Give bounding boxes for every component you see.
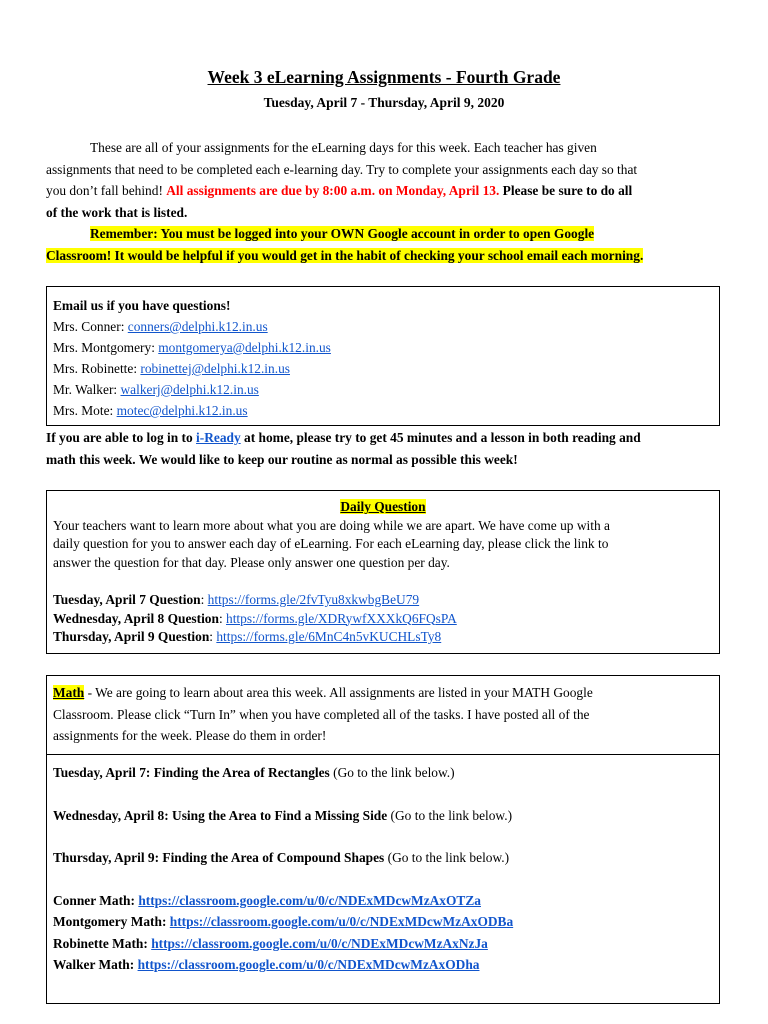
intro-line: assignments that need to be completed each e-learning day. Try to complete your assignments each day so that bbox=[46, 161, 638, 177]
daily-question-box bbox=[46, 490, 720, 654]
contact-item bbox=[53, 358, 713, 379]
contact-item bbox=[53, 337, 713, 358]
contact-item bbox=[53, 400, 713, 421]
contact-email-link[interactable]: conners@delphi.k12.in.us bbox=[127, 319, 268, 334]
contact-email-link[interactable]: montgomerya@delphi.k12.in.us bbox=[158, 340, 331, 355]
question-label: Thursday, April 9 Question bbox=[53, 629, 210, 644]
math-label: Math bbox=[53, 685, 85, 700]
question-link[interactable]: https://forms.gle/2fvTyu8xkwbgBeU79 bbox=[207, 592, 420, 607]
math-classroom-link[interactable]: https://classroom.google.com/u/0/c/NDExMDcwMzAxODha bbox=[137, 957, 480, 972]
contact-item bbox=[53, 379, 713, 400]
math-text: Classroom. Please click “Turn In” when you have completed all of the tasks. I have posted all of the bbox=[53, 706, 590, 722]
math-day-title: Thursday, April 9: Finding the Area of Compound Shapes bbox=[53, 850, 385, 865]
math-link-item bbox=[53, 890, 713, 912]
math-day-note: (Go to the link below.) bbox=[387, 807, 513, 823]
math-day-note: (Go to the link below.) bbox=[329, 765, 455, 780]
contact-email-link[interactable]: walkerj@delphi.k12.in.us bbox=[120, 382, 259, 397]
daily-question-text: daily question for you to answer each day of eLearning. For each eLearning day, please click the link to bbox=[53, 536, 609, 551]
iready-notice bbox=[46, 427, 736, 470]
iready-link[interactable]: i-Ready bbox=[196, 430, 241, 445]
question-item: Wednesday, April 8 Question: https://forms.gle/XDRywfXXXkQ6FQsPA bbox=[53, 610, 457, 626]
question-item: Thursday, April 9 Question: https://forms.gle/6MnC4n5vKUCHLsTy8 bbox=[53, 629, 442, 644]
math-day-note: (Go to the link below.) bbox=[384, 850, 510, 865]
contact-name: Mr. Walker: bbox=[53, 382, 121, 397]
daily-question-text: answer the question for that day. Please only answer one question per day. bbox=[53, 554, 450, 570]
contact-email-link[interactable]: motec@delphi.k12.in.us bbox=[116, 403, 248, 418]
intro-line: of the work that is listed. bbox=[46, 204, 188, 220]
contacts-heading: Email us if you have questions! bbox=[53, 298, 231, 313]
math-link-label: Montgomery Math: bbox=[53, 914, 170, 929]
math-link-item bbox=[53, 911, 713, 933]
question-label: Wednesday, April 8 Question bbox=[53, 610, 219, 626]
math-day-title: Tuesday, April 7: Finding the Area of Rectangles bbox=[53, 765, 330, 780]
intro-paragraph bbox=[46, 137, 726, 266]
contact-name: Mrs. Robinette: bbox=[53, 361, 141, 376]
due-date-notice: All assignments are due by 8:00 a.m. on Monday, April 13. bbox=[166, 183, 500, 198]
contact-name: Mrs. Montgomery: bbox=[53, 340, 159, 355]
contact-email-link[interactable]: robinettej@delphi.k12.in.us bbox=[140, 361, 290, 376]
math-text: assignments for the week. Please do them in order! bbox=[53, 728, 327, 743]
iready-text: If you are able to log in to bbox=[46, 430, 197, 445]
question-label: Tuesday, April 7 Question bbox=[53, 592, 201, 607]
math-link-label: Robinette Math: bbox=[53, 935, 152, 951]
math-day-item bbox=[53, 847, 713, 869]
daily-question-heading: Daily Question bbox=[340, 499, 426, 514]
contact-name: Mrs. Mote: bbox=[53, 403, 117, 418]
math-day-title: Wednesday, April 8: Using the Area to Find a Missing Side bbox=[53, 807, 388, 823]
contact-name: Mrs. Conner: bbox=[53, 319, 128, 334]
contacts-box bbox=[46, 286, 720, 426]
contact-item bbox=[53, 316, 713, 337]
daily-question-text: Your teachers want to learn more about what you are doing while we are apart. We have come up with a bbox=[53, 517, 610, 533]
math-link-item bbox=[53, 933, 713, 955]
question-link[interactable]: https://forms.gle/XDRywfXXXkQ6FQsPA bbox=[226, 610, 457, 626]
intro-line: you don’t fall behind! bbox=[46, 183, 167, 198]
page-title: Week 3 eLearning Assignments - Fourth Grade bbox=[207, 67, 561, 87]
math-classroom-link[interactable]: https://classroom.google.com/u/0/c/NDExMDcwMzAxOTZa bbox=[138, 892, 481, 908]
question-item: Tuesday, April 7 Question: https://forms.gle/2fvTyu8xkwbgBeU79 bbox=[53, 592, 420, 607]
iready-text: math this week. We would like to keep our routine as normal as possible this week! bbox=[46, 451, 518, 467]
intro-line: These are all of your assignments for the eLearning days for this week. Each teacher has given bbox=[90, 140, 597, 155]
math-classroom-link[interactable]: https://classroom.google.com/u/0/c/NDExMDcwMzAxODBa bbox=[169, 914, 514, 929]
intro-emphasis: Please be sure to do all bbox=[499, 183, 633, 198]
math-link-item bbox=[53, 954, 713, 976]
iready-text: at home, please try to get 45 minutes and a lesson in both reading and bbox=[240, 430, 641, 445]
math-day-item bbox=[53, 762, 713, 784]
math-link-label: Walker Math: bbox=[53, 957, 138, 972]
math-classroom-link[interactable]: https://classroom.google.com/u/0/c/NDExMDcwMzAxNzJa bbox=[151, 935, 488, 951]
math-text: - We are going to learn about area this week. All assignments are listed in your MATH Google bbox=[84, 685, 593, 700]
question-link[interactable]: https://forms.gle/6MnC4n5vKUCHLsTy8 bbox=[216, 629, 442, 644]
math-link-label: Conner Math: bbox=[53, 892, 139, 908]
remember-notice: Remember: You must be logged into your OWN Google account in order to open Google bbox=[90, 226, 595, 241]
math-intro-box bbox=[46, 675, 720, 755]
math-day-item bbox=[53, 805, 713, 827]
math-assignments-box bbox=[46, 754, 720, 1004]
page-subtitle: Tuesday, April 7 - Thursday, April 9, 2020 bbox=[263, 95, 505, 110]
remember-notice: Classroom! It would be helpful if you would get in the habit of checking your school email each morning. bbox=[46, 247, 644, 263]
